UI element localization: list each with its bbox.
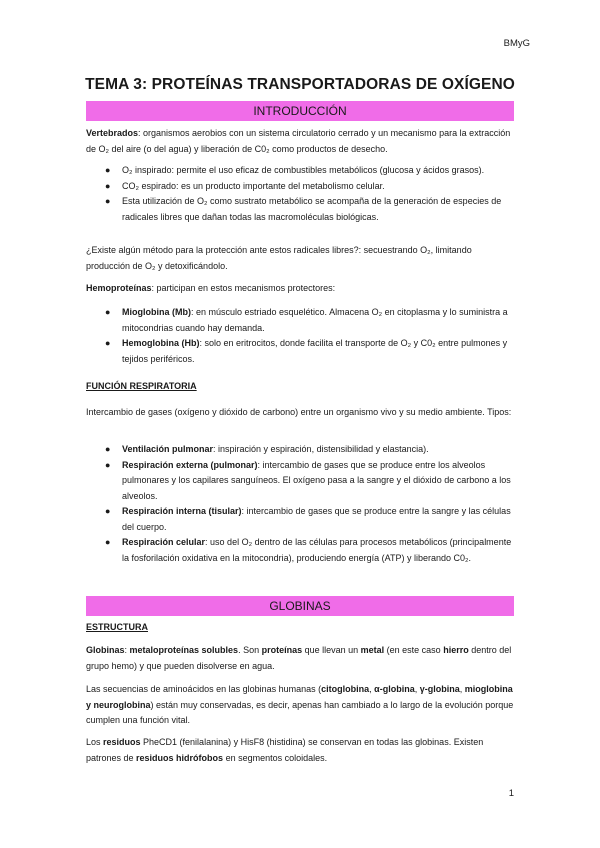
bullet-icon: ● xyxy=(105,537,111,547)
term: Vertebrados xyxy=(86,128,139,138)
section-band-introduccion: INTRODUCCIÓN xyxy=(86,101,514,121)
bullet-icon: ● xyxy=(105,444,111,454)
list-item: ● Respiración externa (pulmonar): intercambio de gases que se produce entre los alveolos pulmonares y los capilares sanguíneos. El oxígeno pasa a la sangre y el dióxido de carbono a los alveolos. xyxy=(105,459,511,501)
bullet-icon: ● xyxy=(105,307,111,317)
paragraph-globinas: Globinas: metaloproteínas solubles. Son proteínas que llevan un metal (en este caso hierro dentro del grupo hemo) y que pueden disolverse en agua. xyxy=(86,645,512,671)
list-item: ● CO₂ espirado: es un producto importante del metabolismo celular. xyxy=(86,179,518,195)
term: Hemoproteínas xyxy=(86,283,152,293)
respiration-types-list xyxy=(86,442,518,566)
section-band-globinas: GLOBINAS xyxy=(86,596,514,616)
list-item: ● Ventilación pulmonar: inspiración y espiración, distensibilidad y elastancia). xyxy=(86,442,518,458)
bullet-icon: ● xyxy=(105,196,111,206)
bullet-icon: ● xyxy=(105,165,111,175)
list-item: ● Esta utilización de O₂ como sustrato metabólico se acompaña de la generación de especies de radicales libres que dañan todas las macromoléculas biológicas. xyxy=(105,196,502,222)
bullet-icon: ● xyxy=(105,338,111,348)
paragraph-secuencias: Las secuencias de aminoácidos en las globinas humanas (citoglobina, α-globina, γ-globina, mioglobina y neuroglobina) están muy conservadas, es decir, apenas han cambiado a lo largo de la evolución porque cumplen una función vital. xyxy=(86,684,514,725)
text: : participan en estos mecanismos protectores: xyxy=(151,283,336,293)
paragraph-intercambio: Intercambio de gases (oxígeno y dióxido de carbono) entre un organismo vivo y su medio ambiente. Tipos: xyxy=(86,407,512,417)
list-item: ● Respiración celular: uso del O₂ dentro de las células para procesos metabólicos (principalmente la fosforilación oxidativa en la mitocondria), produciendo energía (ATP) y liberando C0₂. xyxy=(105,537,512,563)
bullet-icon: ● xyxy=(105,180,111,191)
text: : organismos aerobios con un sistema circulatorio cerrado y un mecanismo para la extracción de O₂ del aire (o del agua) y liberación de C0₂ como productos de desecho. xyxy=(86,128,511,154)
subheading-funcion-respiratoria: FUNCIÓN RESPIRATORIA xyxy=(86,381,197,391)
list-item: ● O₂ inspirado: permite el uso eficaz de combustibles metabólicos (glucosa y ácidos grasos). xyxy=(86,163,518,179)
header-label: BMyG xyxy=(503,38,530,49)
subheading-estructura: ESTRUCTURA xyxy=(86,622,148,632)
bullet-icon: ● xyxy=(105,506,111,516)
list-item: ● Mioglobina (Mb): en músculo estriado esquelético. Almacena O₂ en citoplasma y lo suministra a mitocondrias cuando hay demanda. xyxy=(105,307,508,333)
list-item: ● Respiración interna (tisular): intercambio de gases que se produce entre la sangre y las células del cuerpo. xyxy=(105,506,511,532)
list-item: ● Hemoglobina (Hb): solo en eritrocitos, donde facilita el transporte de O₂ y C0₂ entre pulmones y tejidos periféricos. xyxy=(105,338,508,364)
paragraph-question: ¿Existe algún método para la protección ante estos radicales libres?: secuestrando O₂, limitando producción de O₂ y detoxificándolo. xyxy=(86,245,472,271)
paragraph-residuos: Los residuos PheCD1 (fenilalanina) y HisF8 (histidina) se conservan en todas las globinas. Existen patrones de residuos hidrófobos en segmentos coloidales. xyxy=(86,737,484,763)
bullet-icon: ● xyxy=(105,459,111,470)
paragraph-vertebrados xyxy=(86,126,518,157)
paragraph-hemoproteinas xyxy=(86,281,518,297)
page-title: TEMA 3: PROTEÍNAS TRANSPORTADORAS DE OXÍGENO xyxy=(85,76,515,93)
hemoprotein-list xyxy=(86,305,518,367)
page-number: 1 xyxy=(508,788,514,799)
oxygen-bullet-list xyxy=(86,163,518,225)
